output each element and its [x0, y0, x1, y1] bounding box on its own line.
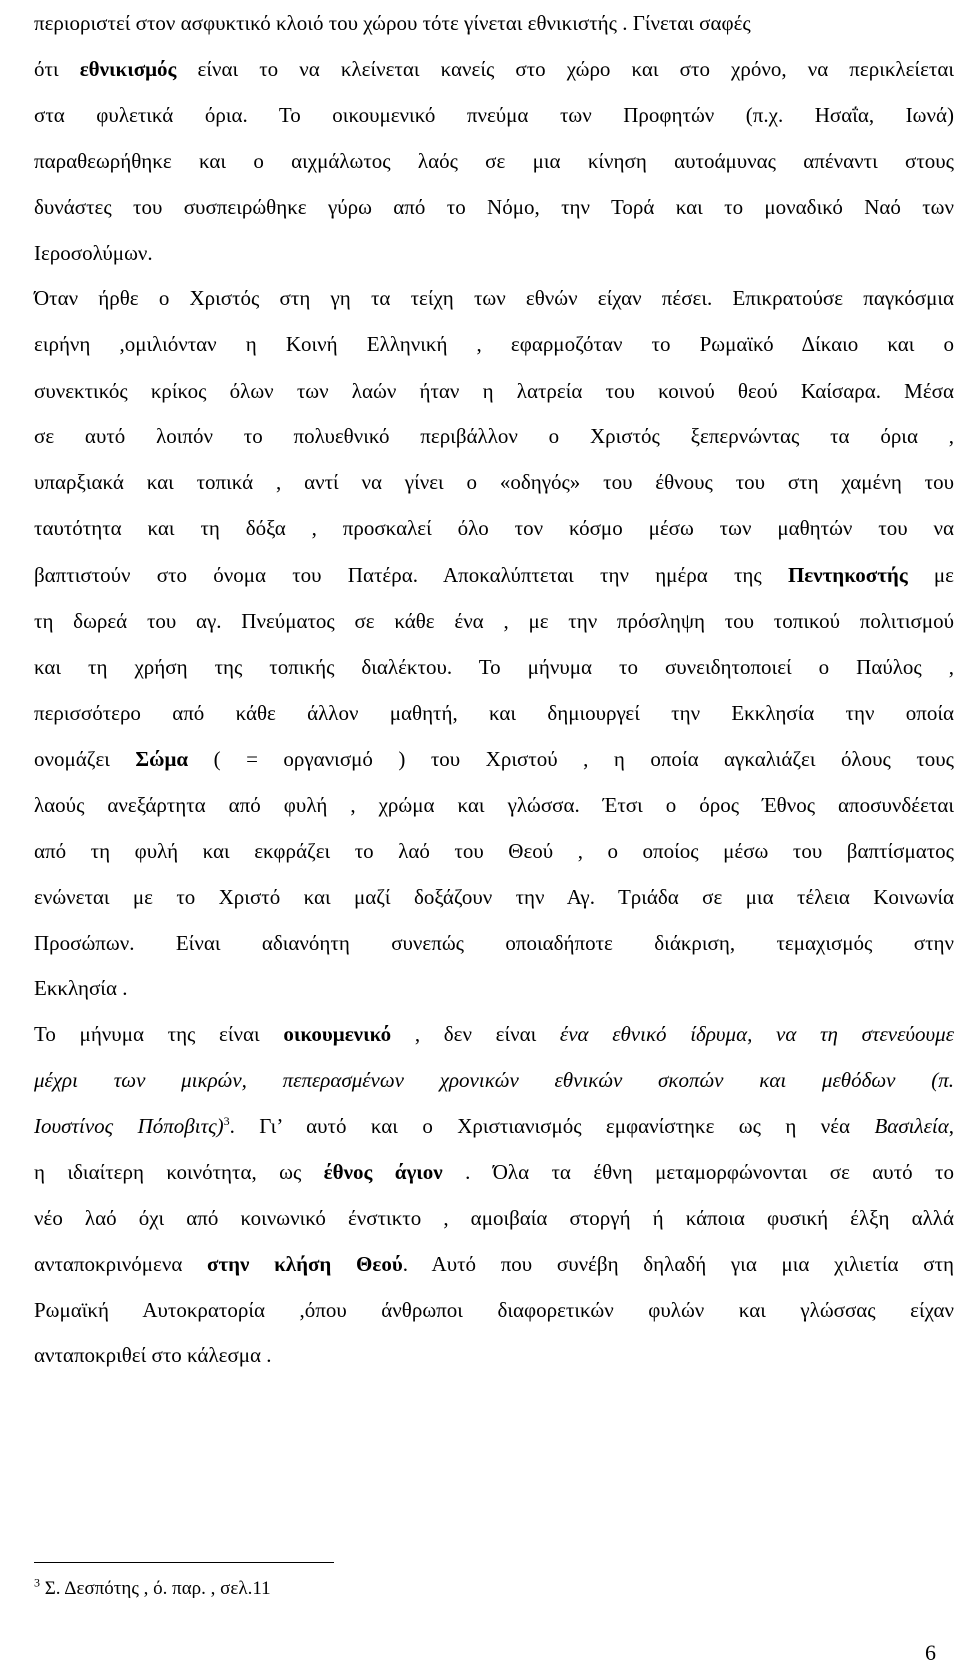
- text-line: [34, 1295, 954, 1325]
- text-segment: ότι: [34, 57, 80, 81]
- text-segment: Ρωμαϊκή Αυτοκρατορία ,όπου άνθρωποι διαφορετικών φυλών και γλώσσας είχαν: [34, 1298, 954, 1322]
- text-segment: στα φυλετικά όρια. Το οικουμενικό πνεύμα των Προφητών (π.χ. Ησαΐα, Ιωνά): [34, 103, 954, 127]
- text-line: [34, 1340, 954, 1370]
- text-segment: ειρήνη ,ομιλιόνταν η Κοινή Ελληνική , εφαρμοζόταν το Ρωμαϊκό Δίκαιο και ο: [34, 332, 954, 356]
- text-segment: υπαρξιακά και τοπικά , αντί να γίνει ο «οδηγός» του έθνους του στη χαμένη του: [34, 470, 954, 494]
- footnote-text: Σ. Δεσπότης , ό. παρ. , σελ.11: [40, 1578, 271, 1599]
- text-line: [34, 1249, 954, 1279]
- text-segment: . Γι’ αυτό και ο Χριστιανισμός εμφανίστηκε ως η νέα: [229, 1114, 875, 1138]
- text-line: [34, 882, 954, 912]
- text-line: [34, 192, 954, 222]
- text-segment: περισσότερο από κάθε άλλον μαθητή, και δημιουργεί την Εκκλησία την οποία: [34, 701, 954, 725]
- text-line: [34, 790, 954, 820]
- text-segment: βαπτιστούν στο όνομα του Πατέρα. Αποκαλύπτεται την ημέρα της: [34, 563, 788, 587]
- text-line: [34, 238, 954, 268]
- text-segment: είναι το να κλείνεται κανείς στο χώρο και στο χρόνο, να περικλείεται: [176, 57, 954, 81]
- text-segment: νέο λαό όχι από κοινωνικό ένστικτο , αμοιβαία στοργή ή κάποια φυσική έλξη αλλά: [34, 1206, 954, 1230]
- text-segment: στην κλήση Θεού: [207, 1252, 403, 1276]
- text-line: [34, 1157, 954, 1187]
- text-segment: Ιεροσολύμων.: [34, 241, 153, 265]
- text-segment: ένα εθνικό ίδρυμα, να τη στενεύουμε: [559, 1022, 954, 1046]
- text-segment: συνεκτικός κρίκος όλων των λαών ήταν η λατρεία του κοινού θεού Καίσαρα. Μέσα: [34, 379, 954, 403]
- text-line: [34, 8, 954, 38]
- text-segment: έθνος άγιον: [323, 1160, 443, 1184]
- text-segment: . Αυτό που συνέβη δηλαδή για μια χιλιετία στη: [402, 1252, 954, 1276]
- text-line: [34, 1111, 954, 1141]
- text-line: [34, 973, 954, 1003]
- text-segment: μέχρι των μικρών, πεπερασμένων χρονικών εθνικών σκοπών και μεθόδων (π.: [34, 1068, 954, 1092]
- text-line: [34, 560, 954, 590]
- text-segment: ενώνεται με το Χριστό και μαζί δοξάζουν την Αγ. Τριάδα σε μια τέλεια Κοινωνία: [34, 885, 954, 909]
- text-segment: Όταν ήρθε ο Χριστός στη γη τα τείχη των εθνών είχαν πέσει. Επικρατούσε παγκόσμια: [34, 286, 954, 310]
- text-segment: Πεντηκοστής: [787, 563, 908, 587]
- text-segment: Το μήνυμα της είναι: [34, 1022, 284, 1046]
- text-line: [34, 146, 954, 176]
- text-line: [34, 744, 954, 774]
- text-segment: τη δωρεά του αγ. Πνεύματος σε κάθε ένα , με την πρόσληψη του τοπικού πολιτισμού: [34, 609, 954, 633]
- text-line: [34, 100, 954, 130]
- text-segment: σε αυτό λοιπόν το πολυεθνικό περιβάλλον ο Χριστός ξεπερνώντας τα όρια ,: [34, 424, 954, 448]
- text-segment: από τη φυλή και εκφράζει το λαό του Θεού , ο οποίος μέσω του βαπτίσματος: [34, 839, 954, 863]
- text-line: [34, 836, 954, 866]
- page-number: 6: [925, 1640, 936, 1665]
- text-segment: ονομάζει: [34, 747, 136, 771]
- text-segment: λαούς ανεξάρτητα από φυλή , χρώμα και γλώσσα. Έτσι ο όρος Έθνος αποσυνδέεται: [34, 793, 954, 817]
- text-line: [34, 54, 954, 84]
- text-segment: Εκκλησία .: [34, 976, 128, 1000]
- footnote-separator: [34, 1562, 334, 1563]
- text-line: [34, 1065, 954, 1095]
- text-segment: δυνάστες του συσπειρώθηκε γύρω από το Νόμο, την Τορά και το μοναδικό Ναό των: [34, 195, 954, 219]
- footnote-marker: 3: [34, 1575, 40, 1590]
- text-segment: Σώμα: [135, 747, 189, 771]
- text-segment: με: [907, 563, 954, 587]
- text-line: [34, 513, 954, 543]
- text-segment: ανταποκρινόμενα: [34, 1252, 208, 1276]
- text-line: [34, 652, 954, 682]
- footnote: [34, 1575, 271, 1603]
- text-segment: εθνικισμός: [79, 57, 177, 81]
- text-line: [34, 1019, 954, 1049]
- text-line: [34, 467, 954, 497]
- text-line: [34, 376, 954, 406]
- text-segment: η ιδιαίτερη κοινότητα, ως: [34, 1160, 324, 1184]
- text-segment: Βασιλεία: [874, 1114, 949, 1138]
- text-segment: ταυτότητα και τη δόξα , προσκαλεί όλο τον κόσμο μέσω των μαθητών του να: [34, 516, 954, 540]
- text-segment: ( = οργανισμό ) του Χριστού , η οποία αγκαλιάζει όλους τους: [188, 747, 954, 771]
- text-line: [34, 928, 954, 958]
- text-segment: Προσώπων. Είναι αδιανόητη συνεπώς οποιαδήποτε διάκριση, τεμαχισμός στην: [34, 931, 954, 955]
- text-line: [34, 698, 954, 728]
- text-line: [34, 606, 954, 636]
- text-line: [34, 283, 954, 313]
- text-line: [34, 329, 954, 359]
- text-segment: ανταποκριθεί στο κάλεσμα .: [34, 1343, 272, 1367]
- text-line: [34, 421, 954, 451]
- text-segment: οικουμενικό: [283, 1022, 392, 1046]
- text-line: [34, 1203, 954, 1233]
- text-segment: και τη χρήση της τοπικής διαλέκτου. Το μήνυμα το συνειδητοποιεί ο Παύλος ,: [34, 655, 954, 679]
- text-segment: Ιουστίνος Πόποβιτς): [34, 1114, 224, 1138]
- text-segment: , δεν είναι: [391, 1022, 560, 1046]
- text-segment: ,: [948, 1114, 954, 1138]
- text-segment: περιοριστεί στον ασφυκτικό κλοιό του χώρου τότε γίνεται εθνικιστής . Γίνεται σαφές: [34, 11, 751, 35]
- text-segment: . Όλα τα έθνη μεταμορφώνονται σε αυτό το: [442, 1160, 954, 1184]
- footnote-reference: 3: [223, 1114, 230, 1128]
- text-segment: παραθεωρήθηκε και ο αιχμάλωτος λαός σε μια κίνηση αυτοάμυνας απέναντι στους: [34, 149, 954, 173]
